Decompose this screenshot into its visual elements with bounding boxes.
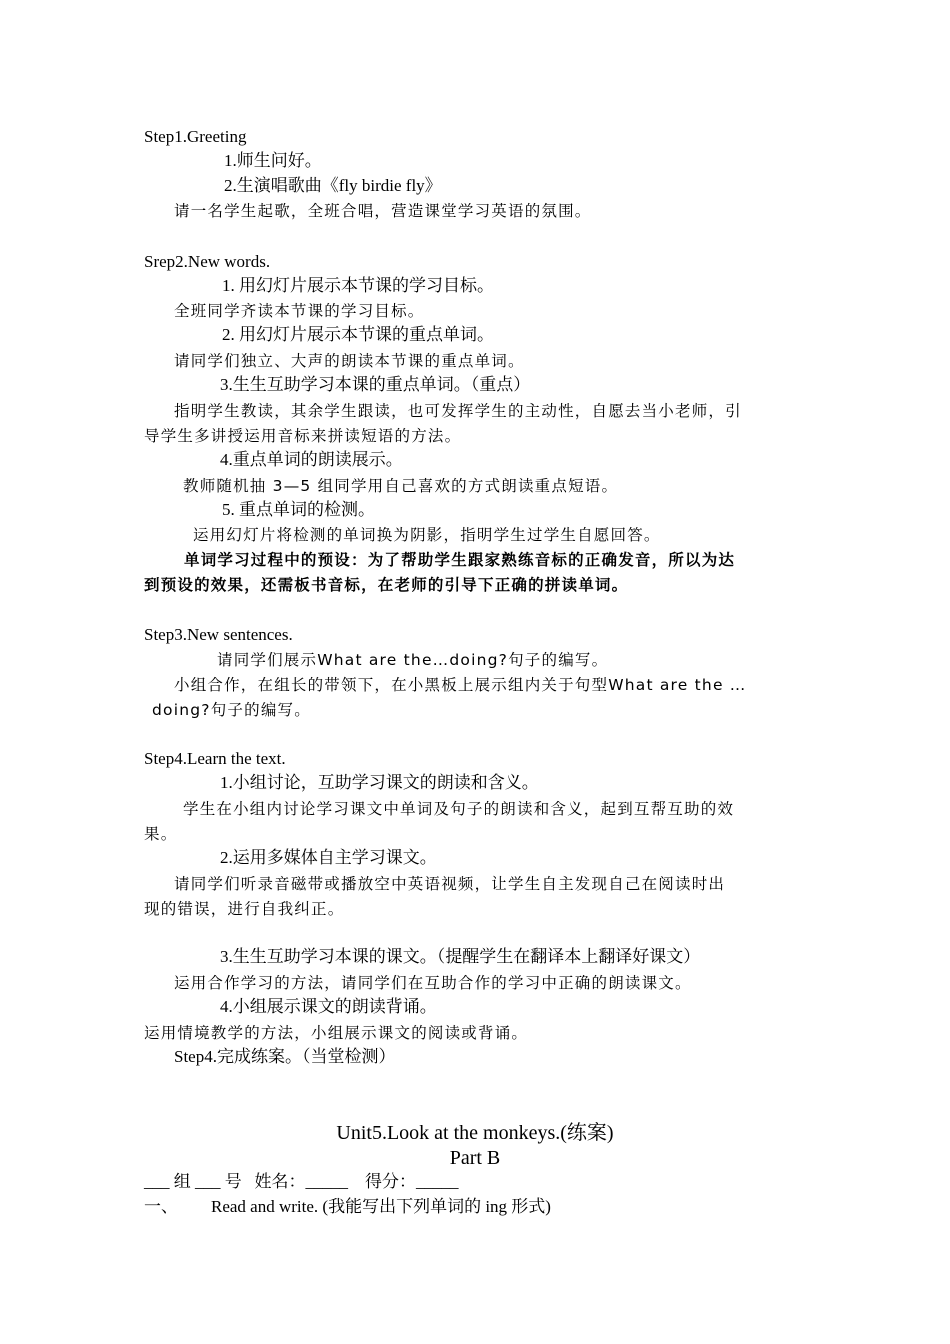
step2-preset-line-2: 到预设的效果，还需板书音标，在老师的引导下正确的拼读单词。 <box>144 576 629 594</box>
step4-item-4: 4.小组展示课文的朗读背诵。 <box>220 997 437 1016</box>
exercise-info-line: ___ 组 ___ 号 姓名：_____ 得分：_____ <box>144 1172 459 1191</box>
step4-item-3: 3.生生互助学习本课的课文。（提醒学生在翻译本上翻译好课文） <box>220 947 701 966</box>
step3-desc-2-line-2: doing?句子的编写。 <box>152 701 311 719</box>
exercise-subtitle: Part B <box>449 1147 501 1169</box>
step1-item-2: 2.生演唱歌曲《fly birdie fly》 <box>224 176 442 195</box>
step2-desc-5: 运用幻灯片将检测的单词换为阴影，指明学生过学生自愿回答。 <box>193 526 661 544</box>
step2-item-5: 5. 重点单词的检测。 <box>222 500 375 519</box>
question-1-number: 一、 <box>144 1197 178 1216</box>
step4-desc-3: 运用合作学习的方法，请同学们在互助合作的学习中正确的朗读课文。 <box>174 974 692 992</box>
step2-item-1: 1. 用幻灯片展示本节课的学习目标。 <box>222 276 494 295</box>
step1-item-1: 1.师生问好。 <box>224 151 322 170</box>
step4-desc-4: 运用情境教学的方法，小组展示课文的阅读或背诵。 <box>144 1024 529 1042</box>
step2-item-2: 2. 用幻灯片展示本节课的重点单词。 <box>222 325 494 344</box>
step4-heading: Step4.Learn the text. <box>144 749 286 768</box>
step4-desc-2-line-1: 请同学们听录音磁带或播放空中英语视频，让学生自主发现自己在阅读时出 <box>174 875 726 893</box>
step2-heading: Srep2.New words. <box>144 252 271 271</box>
step1-desc: 请一名学生起歌，全班合唱，营造课堂学习英语的氛围。 <box>174 202 592 220</box>
exercise-title: Unit5.Look at the monkeys.(练案) <box>336 1122 614 1144</box>
step4-final: Step4.完成练案。（当堂检测） <box>174 1047 396 1066</box>
step2-preset-line-1: 单词学习过程中的预设：为了帮助学生跟家熟练音标的正确发音，所以为达 <box>184 551 736 569</box>
step2-desc-1: 全班同学齐读本节课的学习目标。 <box>174 302 425 320</box>
step1-heading: Step1.Greeting <box>144 127 247 146</box>
step2-item-3: 3.生生互助学习本课的重点单词。（重点） <box>220 375 531 394</box>
step2-desc-3-line-1: 指明学生教读，其余学生跟读，也可发挥学生的主动性，自愿去当小老师，引 <box>174 402 742 420</box>
step2-desc-2: 请同学们独立、大声的朗读本节课的重点单词。 <box>174 352 525 370</box>
step2-desc-4: 教师随机抽 3—5 组同学用自己喜欢的方式朗读重点短语。 <box>183 477 619 495</box>
step3-desc-2-line-1: 小组合作，在组长的带领下，在小黑板上展示组内关于句型What are the … <box>174 676 747 694</box>
step4-item-1: 1.小组讨论，互助学习课文的朗读和含义。 <box>220 773 539 792</box>
step2-item-4: 4.重点单词的朗读展示。 <box>220 450 403 469</box>
question-1-text: Read and write. (我能写出下列单词的 ing 形式) <box>211 1197 551 1216</box>
step2-desc-3-line-2: 导学生多讲授运用音标来拼读短语的方法。 <box>144 427 462 445</box>
step4-desc-1-line-2: 果。 <box>144 825 178 843</box>
step3-desc-1: 请同学们展示What are the…doing?句子的编写。 <box>217 651 609 669</box>
step4-desc-1-line-1: 学生在小组内讨论学习课文中单词及句子的朗读和含义，起到互帮互助的效 <box>183 800 735 818</box>
step3-heading: Step3.New sentences. <box>144 625 293 644</box>
step4-item-2: 2.运用多媒体自主学习课文。 <box>220 848 437 867</box>
step4-desc-2-line-2: 现的错误，进行自我纠正。 <box>144 900 345 918</box>
